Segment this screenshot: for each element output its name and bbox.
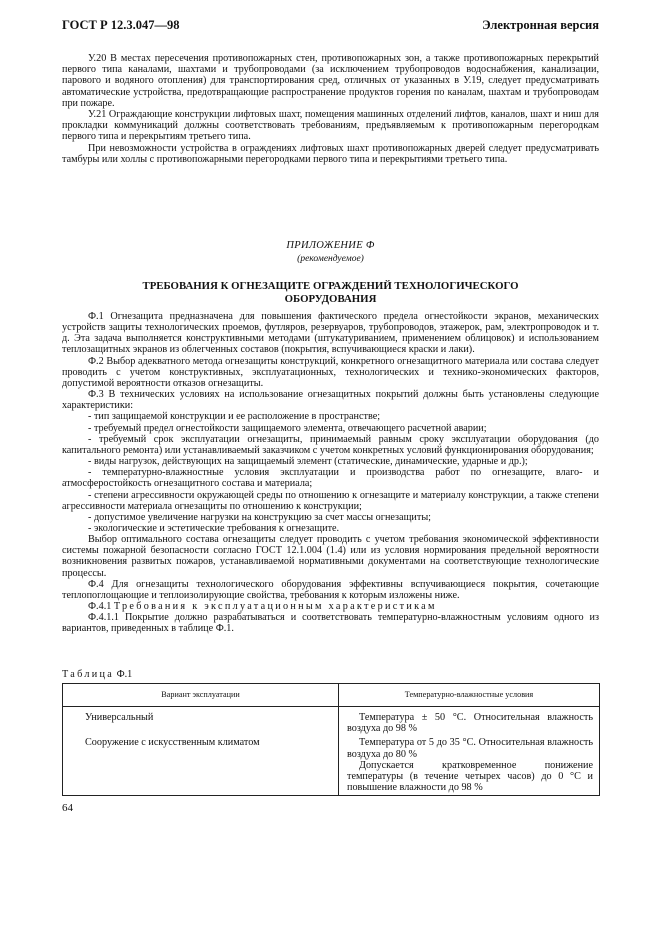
paragraph-f1: Ф.1 Огнезащита предназначена для повышения фактического предела огнестойкости экранов, механических устройств защиты технологических проемов, футляров, резервуаров, трубопроводов, этажерок, рам, электропроводок и т. д. Эта задача выполняется конструктивными методами (штукатуриванием, применением облицовок) и использованием теплозащитных экранов из облегченных составов (покрытия, вспучивающиеся краски и лаки). xyxy=(62,311,599,356)
heading-line-2: ОБОРУДОВАНИЯ xyxy=(284,292,377,305)
annex-title: ПРИЛОЖЕНИЕ Ф xyxy=(286,240,375,251)
heading-line-1: ТРЕБОВАНИЯ К ОГНЕЗАЩИТЕ ОГРАЖДЕНИЙ ТЕХНОЛОГИЧЕСКОГО xyxy=(142,280,519,292)
header-standard-code: ГОСТ Р 12.3.047—98 xyxy=(62,18,180,32)
table-cell-variant: Универсальный xyxy=(63,707,339,738)
list-item: - температурно-влажностные условия эксплуатации и производства работ по огнезащите, влаго- и атмосферостойкость огнезащитного состава и материала; xyxy=(62,467,599,490)
table-caption-label: Таблица xyxy=(62,669,115,680)
annex-subtitle: (рекомендуемое) xyxy=(297,254,364,264)
table-header-conditions: Температурно-влажностные условия xyxy=(339,684,600,707)
list-item: - требуемый предел огнестойкости защищаемого элемента, отвечающего расчетной аварии; xyxy=(88,422,487,434)
page-number: 64 xyxy=(62,802,73,814)
list-item: - требуемый срок эксплуатации огнезащиты, принимаемый равным сроку эксплуатации оборудования (до капитального ремонта) или устанавливаемый заказчиком с учетом конкретных условий функционирования оборудования; xyxy=(62,433,599,456)
paragraph-f411: Ф.4.1.1 Покрытие должно разрабатываться и соответствовать температурно-влажностным условиям одного из вариантов, приведенных в таблице Ф.1. xyxy=(62,612,599,635)
section-heading xyxy=(62,280,599,305)
paragraph-f2: Ф.2 Выбор адекватного метода огнезащиты конструкций, конкретного огнезащитного материала или состава следует проводить с учетом конструктивных, эксплуатационных, технологических и технико-экономических факторов, допустимой вероятности отказов огнезащиты. xyxy=(62,355,599,389)
paragraph-selection: Выбор оптимального состава огнезащиты следует проводить с учетом требования экономической эффективности системы пожарной безопасности согласно ГОСТ 12.1.004 (1.4) или из условия нормирования предельной вероятности возникновения развитых пожаров, устанавливаемой нормативными документами на соответствующие технологические процессы. xyxy=(62,534,599,579)
list-item: - допустимое увеличение нагрузки на конструкцию за счет массы огнезащиты; xyxy=(88,511,432,523)
list-item: - экологические и эстетические требования к огнезащите. xyxy=(88,522,340,534)
subsection-title: Требования к эксплуатационным характеристикам xyxy=(113,601,437,613)
list-item: - тип защищаемой конструкции и ее расположение в пространстве; xyxy=(88,411,381,423)
table-row xyxy=(63,737,600,796)
section-u21: У.21 Ограждающие конструкции лифтовых шахт, помещения машинных отделений лифтов, каналов, шахт и ниш для прокладки коммуникаций должны соответствовать требованиям, предъявляемым к противопожарным перегородкам первого типа и перекрытиям третьего типа. xyxy=(62,109,599,143)
table-caption xyxy=(62,669,132,680)
condition-text: Температура ± 50 °С. Относительная влажность воздуха до 98 % xyxy=(347,712,593,735)
subsection-number: Ф.4.1 xyxy=(88,601,112,613)
annex-body xyxy=(62,311,599,635)
paragraph-f4: Ф.4 Для огнезащиты технологического оборудования эффективны вспучивающиеся покрытия, сочетающие теплопоглощающие и теплоизолирующие свойства, требования к которым изложены ниже. xyxy=(62,578,599,601)
paragraph-f3: Ф.3 В технических условиях на использование огнезащитных покрытий должны быть установлены следующие характеристики: xyxy=(62,389,599,412)
condition-text: Допускается кратковременное понижение температуры (в течение четырех часов) до 0 °С и повышение влажности до 98 % xyxy=(347,759,593,794)
table-row xyxy=(63,707,600,738)
subsection-heading xyxy=(62,601,599,612)
condition-text: Температура от 5 до 35 °С. Относительная влажность воздуха до 80 % xyxy=(347,737,593,760)
table-caption-number: Ф.1 xyxy=(116,669,133,680)
top-sections xyxy=(62,53,599,165)
list-item: - виды нагрузок, действующих на защищаемый элемент (статические, динамические, ударные и др.); xyxy=(88,456,528,468)
table-cell-conditions xyxy=(339,707,600,738)
header-edition: Электронная версия xyxy=(482,18,599,32)
conditions-table xyxy=(62,683,600,796)
section-u21-note: При невозможности устройства в ограждениях лифтовых шахт противопожарных дверей следует предусматривать тамбуры или холлы с противопожарными перегородками первого типа и перекрытиями третьего типа. xyxy=(62,142,599,165)
section-u20: У.20 В местах пересечения противопожарных стен, противопожарных зон, а также противопожарных перекрытий первого типа каналами, шахтами и трубопроводами (за исключением трубопроводов водоснабжения, канализации, парового и водяного отопления) для транспортирования сред, отличных от указанных в У.19, следует предусматривать автоматические устройства, предотвращающие распространение продуктов горения по каналам, шахтам и трубопроводам при пожаре. xyxy=(62,53,599,109)
list-item: - степени агрессивности окружающей среды по отношению к огнезащите и материалу конструкции, а также степени агрессивности материала огнезащиты по отношению к конструкции; xyxy=(62,489,599,512)
table-header-variant: Вариант эксплуатации xyxy=(63,684,339,707)
table-cell-conditions xyxy=(339,737,600,796)
table-cell-variant: Сооружение с искусственным климатом xyxy=(63,737,339,796)
